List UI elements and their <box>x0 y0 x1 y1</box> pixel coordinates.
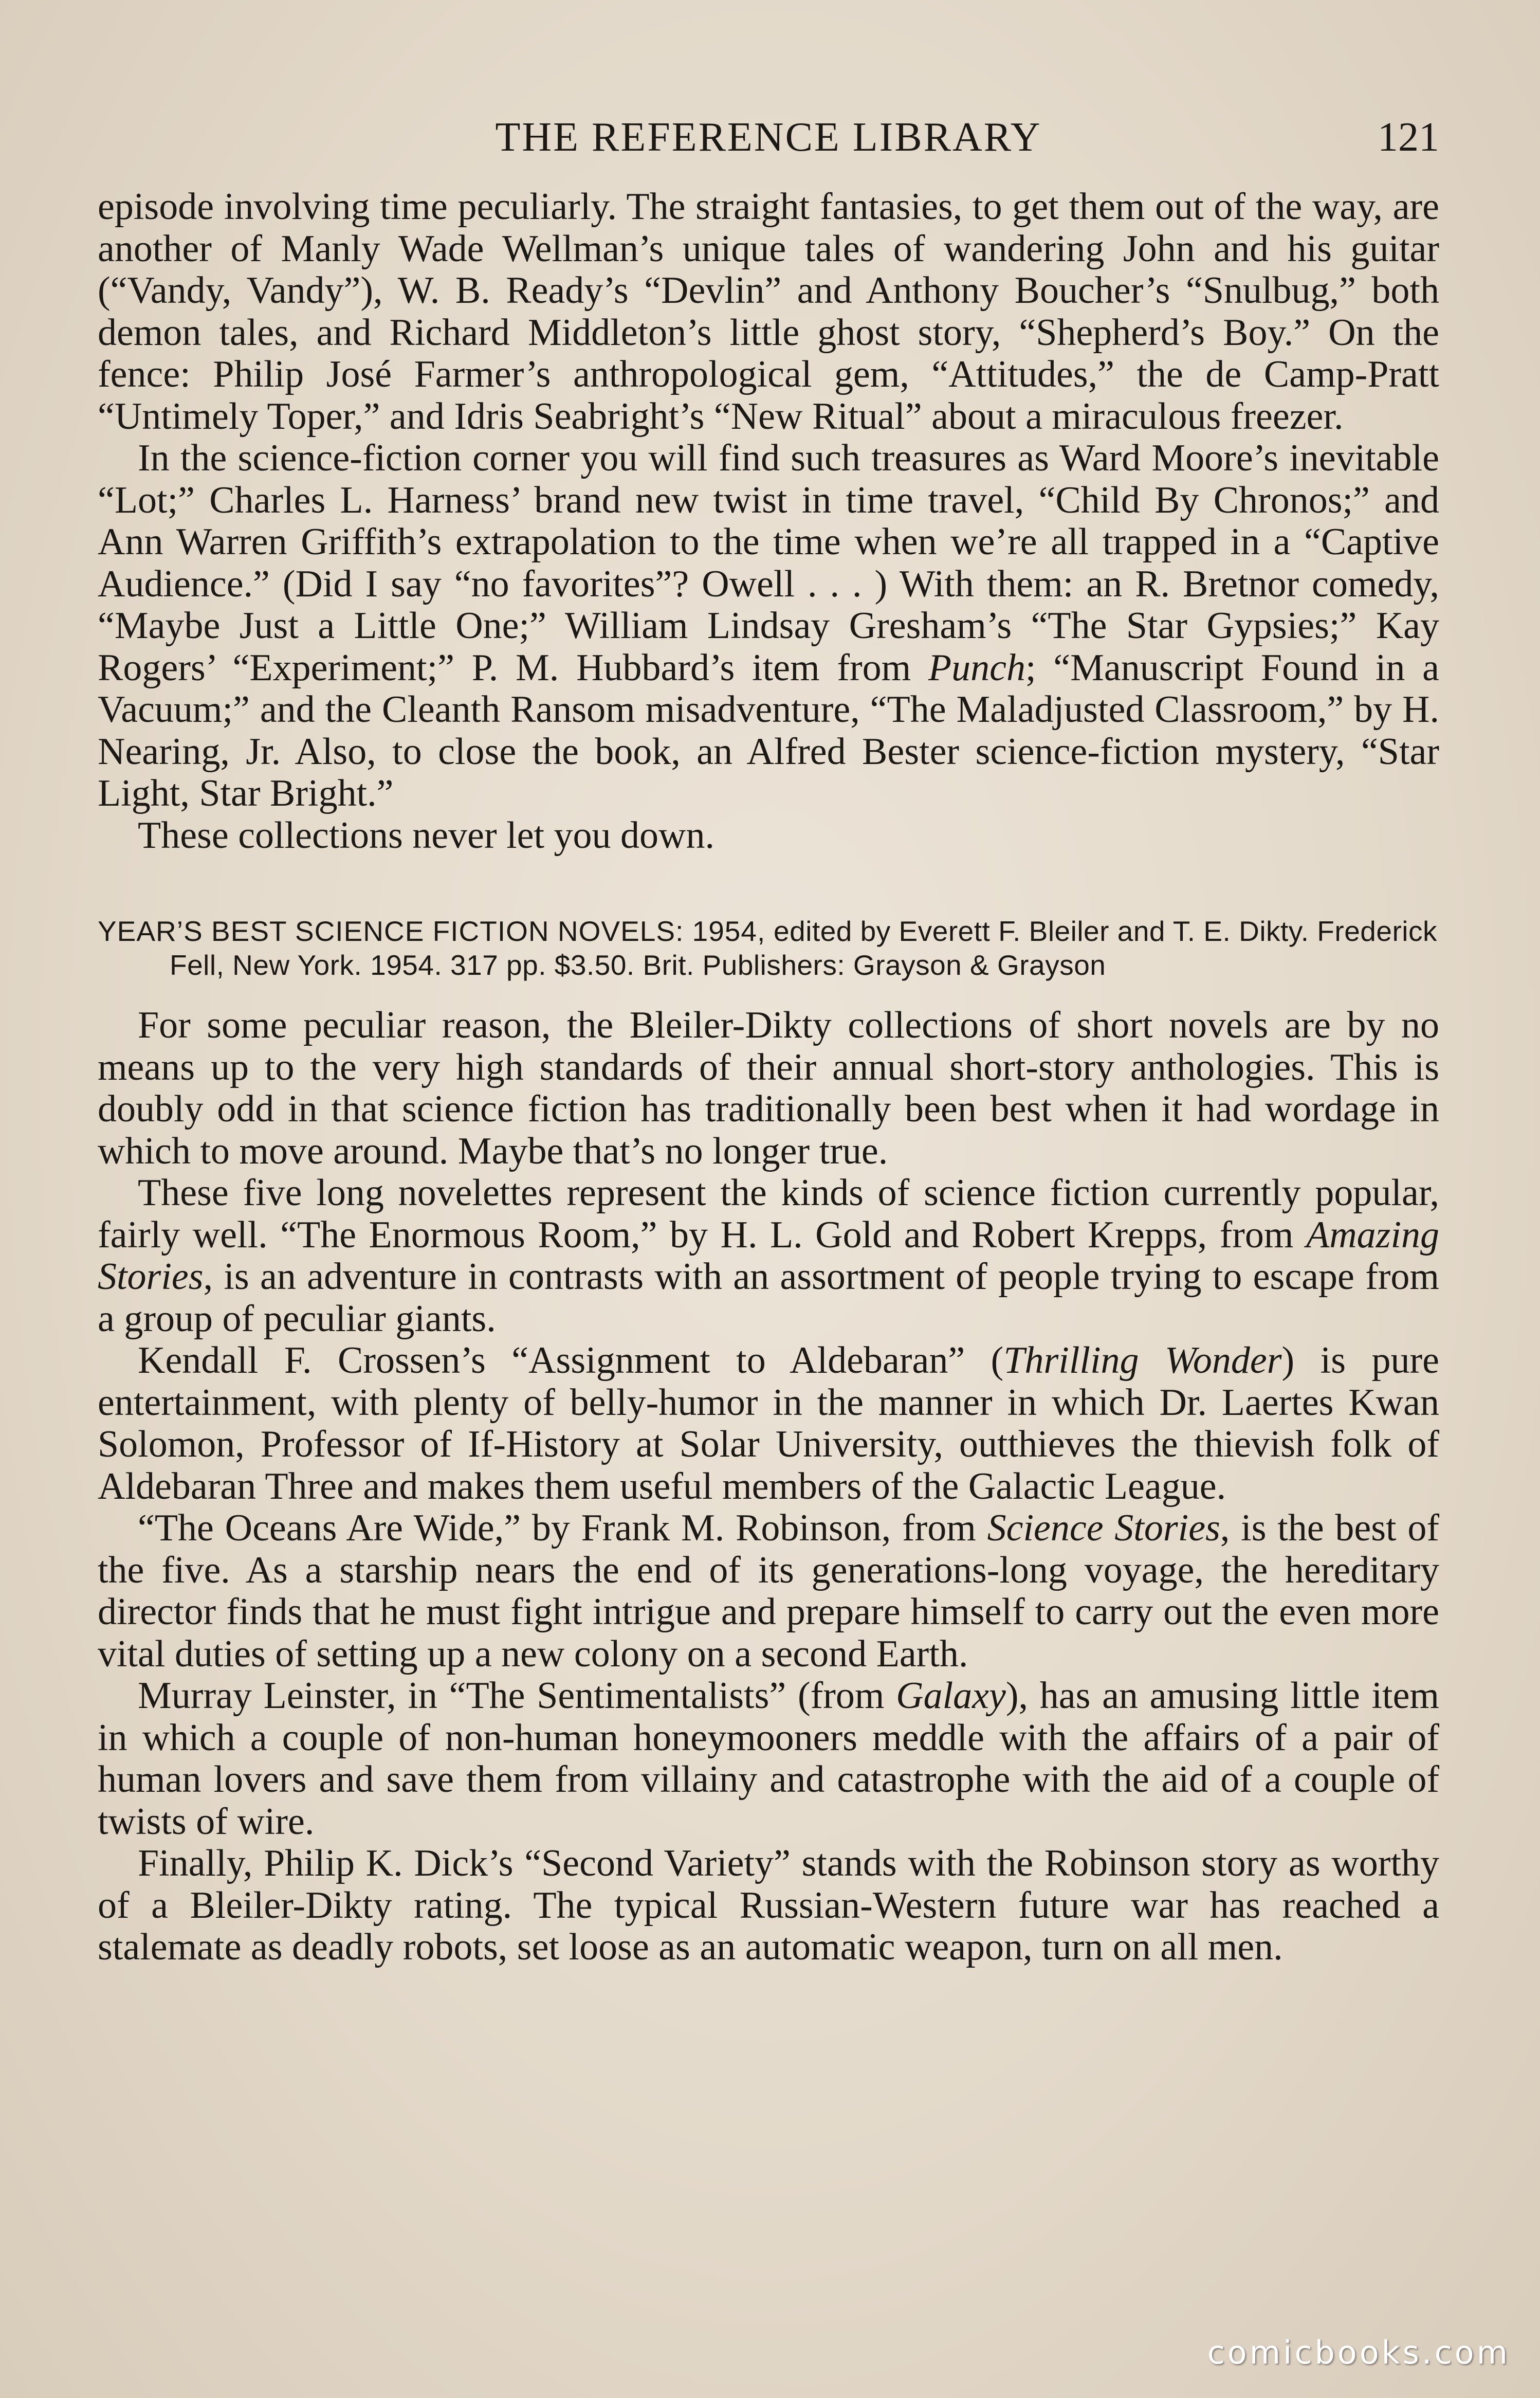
intro-section <box>98 186 1439 857</box>
text-run: Kendall F. Crossen’s “Assignment to Aldebaran” ( <box>138 1339 1004 1382</box>
page-header <box>98 114 1439 160</box>
running-head: THE REFERENCE LIBRARY <box>495 115 1042 160</box>
paragraph <box>98 438 1439 815</box>
paragraph <box>98 1340 1439 1507</box>
page-number: 121 <box>1378 115 1439 160</box>
text-run: Murray Leinster, in “The Sentimentalists” (from <box>138 1675 896 1717</box>
text-run: , is the best of the five. As a starship nears the end of its generations-long voyage, the hereditary director finds that he must fight intrigue and prepare himself to carry out the even more vital duties of setting up a new colony on a second Earth. <box>98 1507 1440 1675</box>
text-run: These collections never let you down. <box>138 814 714 857</box>
text-run: episode involving time peculiarly. The straight fantasies, to get them out of the way, are another of Manly Wade Wellman’s unique tales of wandering John and his guitar (“Vandy, Vandy”), W. B. Ready’s “Devlin” and Anthony Boucher’s “Snulbug,” both demon tales, and Richard Middleton’s little ghost story, “Shepherd’s Boy.” On the fence: Philip José Farmer’s anthropological gem, “Attitudes,” the de Camp-Pratt “Untimely Toper,” and Idris Seabright’s “New Ritual” about a miraculous freezer. <box>98 186 1439 438</box>
paragraph <box>98 1675 1439 1843</box>
text-run: For some peculiar reason, the Bleiler-Dikty collections of short novels are by no means up to the very high standards of their annual short-story anthologies. This is doubly odd in that science fiction has traditionally been best when it had wordage in which to move around. Maybe that’s no longer true. <box>98 1004 1439 1172</box>
text-run: In the science-fiction corner you will find such treasures as Ward Moore’s inevitable “Lot;” Charles L. Harness’ brand new twist in time travel, “Child By Chronos;” and Ann Warren Griffith’s extrapolation to the time when we’re all trapped in a “Captive Audience.” (Did I say “no favorites”? Owell . . . ) With them: an R. Bretnor comedy, “Maybe Just a Little One;” William Lindsay Gresham’s “The Star Gypsies;” Kay Rogers’ “Experiment;” P. M. Hubbard’s item from <box>98 437 1439 689</box>
review-details: edited by Everett F. Bleiler and T. E. Dikty. Frederick Fell, New York. 1954. 317 pp. $3.50. Brit. Publishers: Grayson & Grayson <box>170 915 1438 981</box>
paragraph <box>98 186 1439 438</box>
paragraph <box>98 1843 1439 1969</box>
italic-title: Science Stories <box>987 1507 1220 1549</box>
paragraph <box>98 1507 1439 1675</box>
review-heading <box>98 914 1439 982</box>
text-run: ), has an amusing little item in which a couple of non-human honeymooners meddle with the affairs of a pair of human lovers and save them from villainy and catastrophe with the aid of a couple of twists of wire. <box>98 1675 1439 1843</box>
text-run: These five long novelettes represent the kinds of science fiction currently popular, fairly well. “The Enormous Room,” by H. L. Gold and Robert Krepps, from <box>98 1172 1439 1256</box>
paragraph <box>98 815 1439 857</box>
review-section <box>98 1005 1439 1969</box>
text-run: , is an adventure in contrasts with an assortment of people trying to escape from a group of peculiar giants. <box>98 1256 1439 1340</box>
italic-title: Punch <box>928 646 1025 689</box>
paragraph <box>98 1005 1439 1172</box>
italic-title: Amazing Stories <box>98 1213 1439 1298</box>
watermark: comicbooks.com <box>1207 2334 1510 2371</box>
italic-title: Galaxy <box>896 1675 1006 1717</box>
page-body <box>98 186 1439 1969</box>
paragraph <box>98 1172 1439 1340</box>
text-run: ) is pure entertainment, with plenty of belly-humor in the manner in which Dr. Laertes Kwan Solomon, Professor of If-History at Solar University, outthieves the thievish folk of Aldebaran Three and makes them useful members of the Galactic League. <box>98 1339 1439 1507</box>
review-title: YEAR’S BEST SCIENCE FICTION NOVELS: 1954, <box>98 915 766 947</box>
italic-title: Thrilling Wonder <box>1003 1339 1282 1382</box>
text-run: Finally, Philip K. Dick’s “Second Variety” stands with the Robinson story as worthy of a Bleiler-Dikty rating. The typical Russian-Western future war has reached a stalemate as deadly robots, set loose as an automatic weapon, turn on all men. <box>98 1842 1439 1968</box>
text-run: ; “Manuscript Found in a Vacuum;” and the Cleanth Ransom misadventure, “The Maladjusted Classroom,” by H. Nearing, Jr. Also, to close the book, an Alfred Bester science-fiction mystery, “Star Light, Star Bright.” <box>98 646 1439 814</box>
text-run: “The Oceans Are Wide,” by Frank M. Robinson, from <box>138 1507 987 1549</box>
